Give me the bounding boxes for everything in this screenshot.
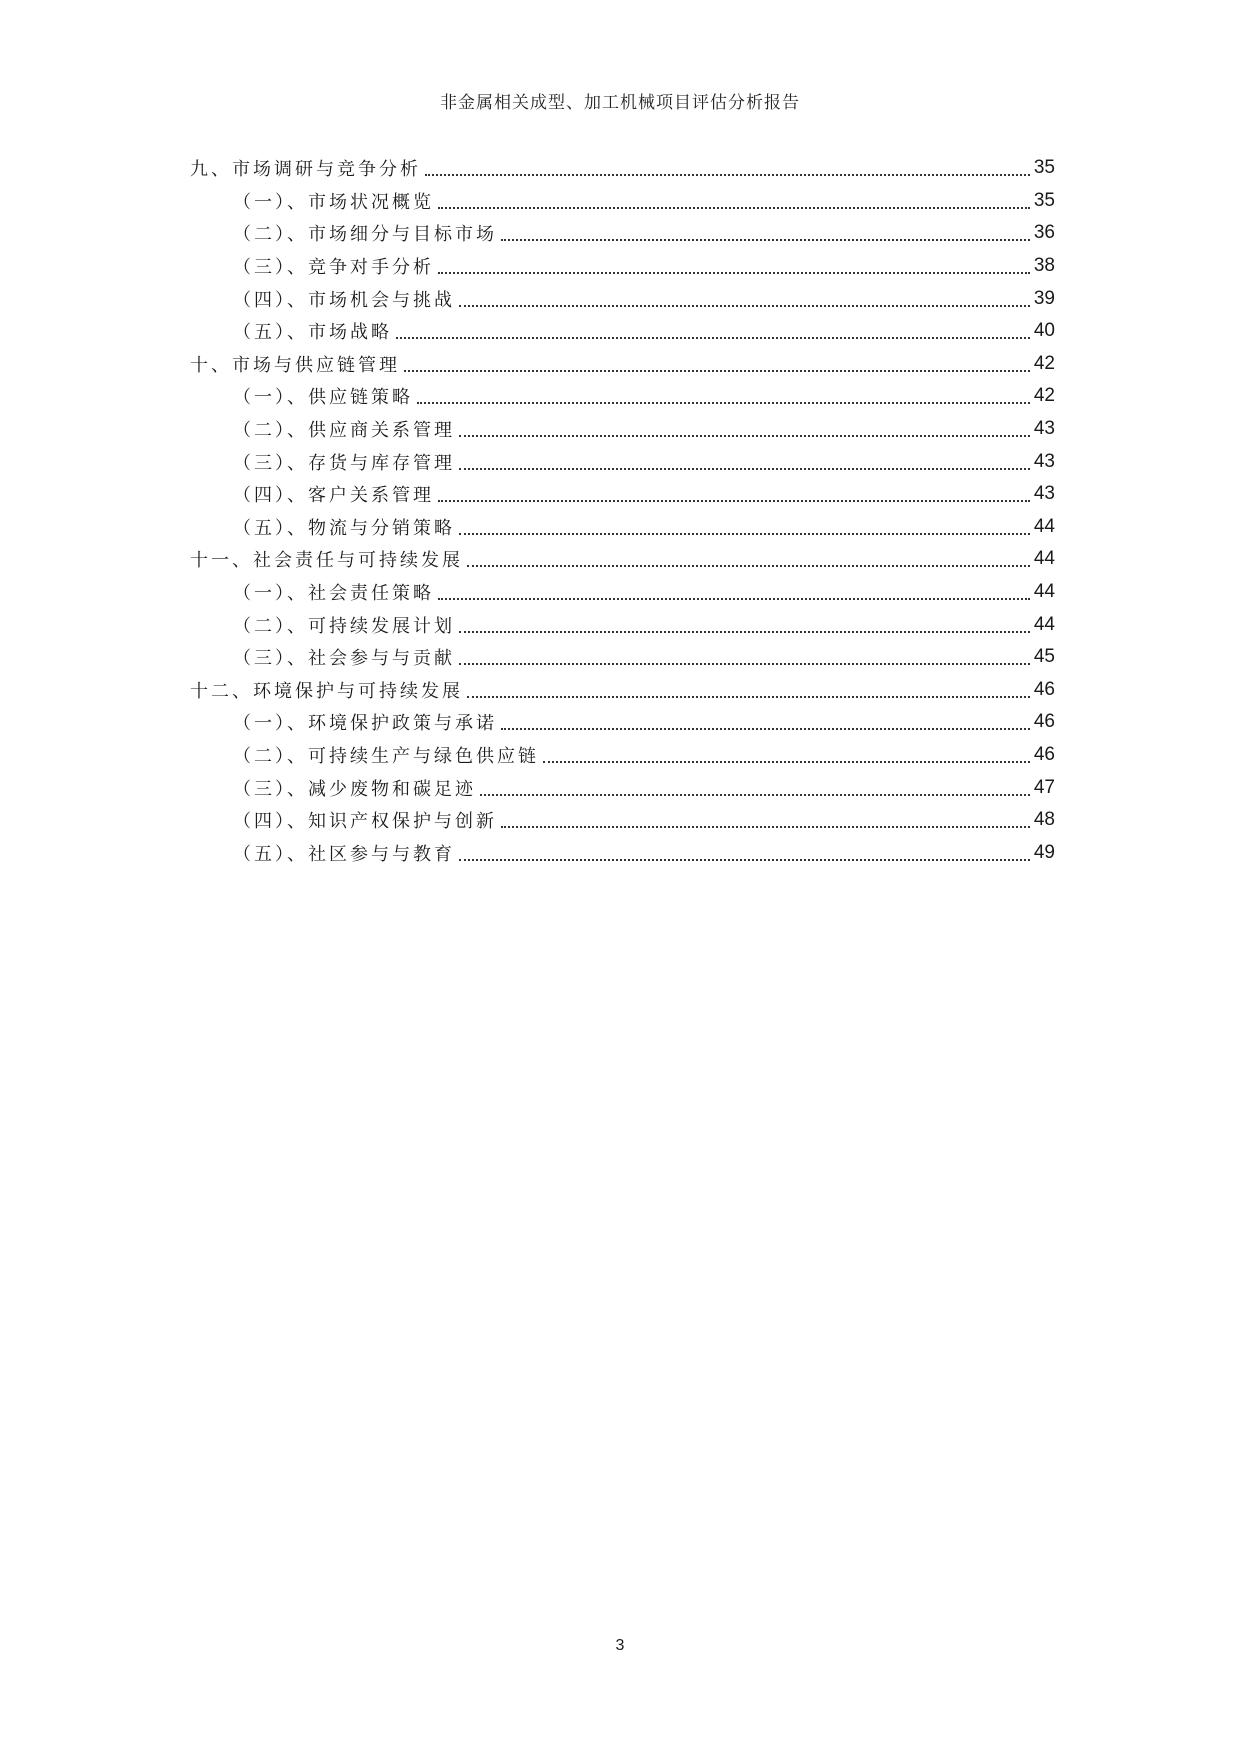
toc-section-entry[interactable] [190, 217, 1055, 250]
page-number: 3 [615, 1637, 625, 1654]
toc-entry-page-number: 45 [1033, 646, 1055, 668]
toc-entry-title: （二）、可持续生产与绿色供应链 [233, 742, 541, 768]
toc-entry-page-number: 43 [1033, 450, 1055, 472]
toc-entry-title: （五）、物流与分销策略 [233, 514, 457, 540]
toc-dot-leader [438, 189, 1030, 209]
toc-section-entry[interactable] [190, 478, 1055, 511]
toc-entry-title: （二）、可持续发展计划 [233, 612, 457, 638]
toc-section-entry[interactable] [190, 380, 1055, 413]
toc-entry-page-number: 40 [1033, 320, 1055, 342]
toc-entry-page-number: 43 [1033, 418, 1055, 440]
toc-dot-leader [459, 613, 1030, 633]
toc-section-entry[interactable] [190, 641, 1055, 674]
toc-entry-title: （三）、社会参与与贡献 [233, 644, 457, 670]
toc-dot-leader [501, 808, 1030, 828]
toc-entry-page-number: 42 [1033, 385, 1055, 407]
toc-entry-page-number: 43 [1033, 483, 1055, 505]
toc-dot-leader [459, 645, 1030, 665]
toc-entry-title: 九、市场调研与竞争分析 [190, 155, 423, 181]
toc-entry-page-number: 48 [1033, 809, 1055, 831]
toc-entry-title: （一）、供应链策略 [233, 383, 415, 409]
toc-entry-page-number: 38 [1033, 255, 1055, 277]
toc-section-entry[interactable] [190, 608, 1055, 641]
toc-entry-title: （五）、社区参与与教育 [233, 840, 457, 866]
toc-entry-title: （三）、存货与库存管理 [233, 449, 457, 475]
toc-section-entry[interactable] [190, 445, 1055, 478]
toc-chapter-entry[interactable] [190, 674, 1055, 707]
toc-section-entry[interactable] [190, 706, 1055, 739]
toc-entry-title: （四）、客户关系管理 [233, 481, 436, 507]
toc-entry-page-number: 44 [1033, 515, 1055, 537]
toc-entry-title: （一）、环境保护政策与承诺 [233, 709, 499, 735]
toc-entry-title: （四）、知识产权保护与创新 [233, 807, 499, 833]
toc-entry-page-number: 44 [1033, 548, 1055, 570]
toc-dot-leader [417, 384, 1030, 404]
toc-section-entry[interactable] [190, 250, 1055, 283]
toc-entry-page-number: 35 [1033, 189, 1055, 211]
toc-dot-leader [404, 352, 1030, 372]
toc-section-entry[interactable] [190, 836, 1055, 869]
toc-entry-page-number: 47 [1033, 776, 1055, 798]
toc-dot-leader [459, 515, 1030, 535]
toc-entry-page-number: 36 [1033, 222, 1055, 244]
toc-entry-page-number: 46 [1033, 711, 1055, 733]
toc-dot-leader [438, 482, 1030, 502]
toc-chapter-entry[interactable] [190, 152, 1055, 185]
toc-dot-leader [467, 678, 1030, 698]
toc-entry-title: （一）、市场状况概览 [233, 188, 436, 214]
toc-section-entry[interactable] [190, 185, 1055, 218]
toc-entry-title: （二）、市场细分与目标市场 [233, 220, 499, 246]
toc-section-entry[interactable] [190, 282, 1055, 315]
toc-dot-leader [438, 580, 1030, 600]
toc-section-entry[interactable] [190, 315, 1055, 348]
toc-entry-page-number: 49 [1033, 841, 1055, 863]
toc-entry-title: （五）、市场战略 [233, 318, 394, 344]
toc-dot-leader [459, 417, 1030, 437]
toc-dot-leader [501, 221, 1030, 241]
toc-chapter-entry[interactable] [190, 348, 1055, 381]
toc-section-entry[interactable] [190, 804, 1055, 837]
toc-entry-title: （二）、供应商关系管理 [233, 416, 457, 442]
toc-section-entry[interactable] [190, 576, 1055, 609]
toc-dot-leader [543, 743, 1030, 763]
toc-entry-title: （三）、竞争对手分析 [233, 253, 436, 279]
toc-dot-leader [501, 710, 1030, 730]
page-header-title: 非金属相关成型、加工机械项目评估分析报告 [440, 93, 800, 113]
toc-dot-leader [459, 450, 1030, 470]
toc-entry-title: 十二、环境保护与可持续发展 [190, 677, 465, 703]
toc-section-entry[interactable] [190, 413, 1055, 446]
toc-chapter-entry[interactable] [190, 543, 1055, 576]
toc-dot-leader [396, 319, 1030, 339]
table-of-contents [190, 152, 1055, 869]
toc-entry-title: （三）、减少废物和碳足迹 [233, 775, 478, 801]
toc-entry-page-number: 46 [1033, 678, 1055, 700]
toc-section-entry[interactable] [190, 771, 1055, 804]
toc-dot-leader [459, 841, 1030, 861]
toc-dot-leader [480, 776, 1030, 796]
toc-entry-title: 十、市场与供应链管理 [190, 351, 402, 377]
toc-entry-title: （一）、社会责任策略 [233, 579, 436, 605]
toc-section-entry[interactable] [190, 739, 1055, 772]
toc-dot-leader [438, 254, 1030, 274]
toc-entry-page-number: 39 [1033, 287, 1055, 309]
toc-entry-page-number: 46 [1033, 743, 1055, 765]
toc-entry-page-number: 44 [1033, 613, 1055, 635]
toc-entry-page-number: 42 [1033, 352, 1055, 374]
toc-entry-title: 十一、社会责任与可持续发展 [190, 546, 465, 572]
toc-entry-title: （四）、市场机会与挑战 [233, 286, 457, 312]
toc-entry-page-number: 35 [1033, 157, 1055, 179]
toc-dot-leader [425, 156, 1030, 176]
toc-entry-page-number: 44 [1033, 581, 1055, 603]
toc-section-entry[interactable] [190, 511, 1055, 544]
toc-dot-leader [467, 547, 1030, 567]
toc-dot-leader [459, 287, 1030, 307]
